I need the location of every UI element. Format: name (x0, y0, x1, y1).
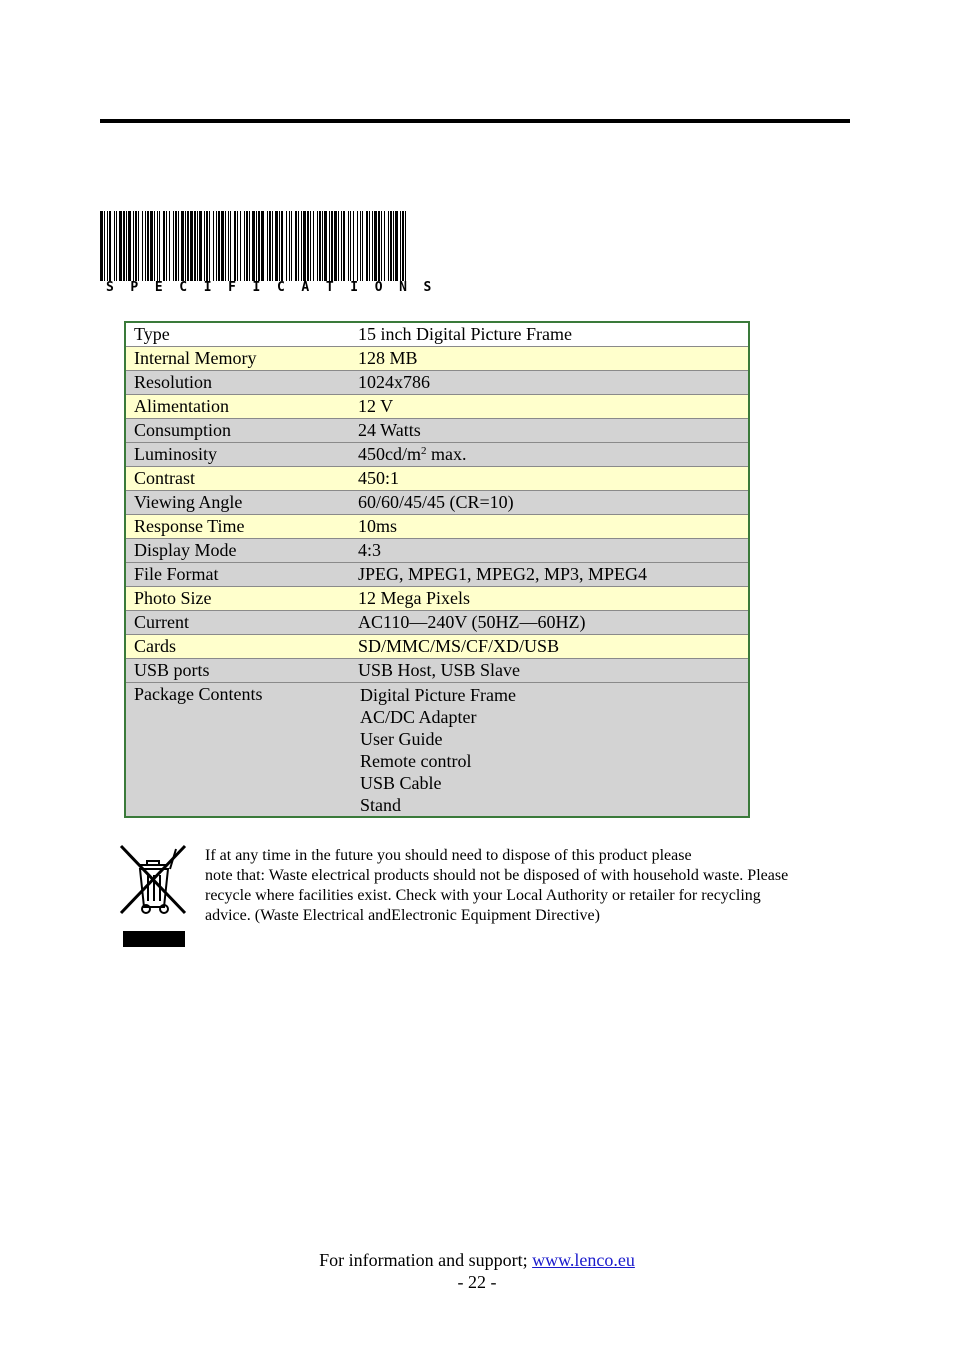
barcode-bar (147, 211, 149, 281)
barcode-bar (341, 211, 342, 281)
spec-value-main: 450cd/m (358, 444, 421, 464)
spec-label: Resolution (125, 371, 358, 395)
barcode-bar (307, 211, 309, 281)
spec-value: SD/MMC/MS/CF/XD/USB (358, 635, 749, 659)
barcode-bar (258, 211, 260, 281)
barcode-bar (216, 211, 217, 281)
barcode-bar (173, 211, 174, 281)
barcode-bar (240, 211, 241, 281)
barcode-bar (175, 211, 177, 281)
barcode-bar (107, 211, 108, 281)
barcode-bar (100, 211, 103, 281)
list-item: Remote control (360, 751, 472, 771)
barcode-bar (109, 211, 111, 281)
barcode-bar (298, 211, 299, 281)
package-contents-row (125, 683, 749, 818)
barcode-bar (225, 211, 226, 281)
spec-value: 128 MB (358, 347, 749, 371)
barcode-bar (252, 211, 255, 281)
barcode-bar (204, 211, 205, 281)
barcode-bar (350, 211, 351, 281)
barcode-bar (378, 211, 380, 281)
list-item: AC/DC Adapter (360, 707, 477, 727)
barcode-bar (374, 211, 377, 281)
spec-row (125, 635, 749, 659)
barcode-bar (279, 211, 280, 281)
spec-value: 1024x786 (358, 371, 749, 395)
package-contents-list (358, 683, 749, 818)
list-item: Digital Picture Frame (360, 685, 516, 705)
spec-row (125, 322, 749, 347)
barcode-bar (181, 211, 184, 281)
barcode-bar (313, 211, 314, 281)
spec-value: 450:1 (358, 467, 749, 491)
barcode-bar (187, 211, 189, 281)
spec-value: 4:3 (358, 539, 749, 563)
barcode-bar (194, 211, 196, 281)
barcode-bar (221, 211, 224, 281)
barcode-bar (393, 211, 394, 281)
spec-row (125, 659, 749, 683)
barcode-bar (228, 211, 229, 281)
spec-label: Current (125, 611, 358, 635)
heading-caption: SPECIFICATIONS (106, 280, 448, 295)
list-item: Stand (360, 795, 402, 815)
barcode-bar (322, 211, 323, 281)
barcode-bar (128, 211, 131, 281)
spec-row (125, 491, 749, 515)
barcode-bar (169, 211, 170, 281)
barcode-bar (331, 211, 333, 281)
barcode-bar (185, 211, 186, 281)
spec-row (125, 515, 749, 539)
barcode-bar (281, 211, 283, 281)
barcode-bar (348, 211, 349, 281)
spec-row (125, 443, 749, 467)
spec-label: Alimentation (125, 395, 358, 419)
spec-label: Contrast (125, 467, 358, 491)
barcode-bar (366, 211, 368, 281)
spec-label: Consumption (125, 419, 358, 443)
spec-value: USB Host, USB Slave (358, 659, 749, 683)
barcode-bar (372, 211, 373, 281)
spec-label: Response Time (125, 515, 358, 539)
page-footer (0, 1249, 954, 1293)
spec-label: Photo Size (125, 587, 358, 611)
barcode-bar (319, 211, 321, 281)
barcode-bar (400, 211, 401, 281)
barcode-bar (114, 211, 115, 281)
barcode-bar (199, 211, 202, 281)
barcode-bar (310, 211, 311, 281)
barcode-bar (384, 211, 385, 281)
barcode-bar (138, 211, 139, 281)
barcode-bar (405, 211, 406, 281)
page-number: - 22 - (457, 1272, 497, 1292)
barcode-bar (246, 211, 248, 281)
barcode-bar (289, 211, 290, 281)
spec-label: File Format (125, 563, 358, 587)
support-line (0, 1249, 954, 1271)
barcode-bar (390, 211, 392, 281)
spec-row (125, 347, 749, 371)
barcode-bar (334, 211, 337, 281)
spec-value: JPEG, MPEG1, MPEG2, MP3, MPEG4 (358, 563, 749, 587)
disposal-notice: If at any time in the future you should need to dispose of this product please note that: Waste electrical products should not be disposed of with household waste. Please recycle where facilities exist. Check with your Local Authority or retailer for recycling advice. (Waste Electrical andElectronic Equipment Directive) (205, 847, 789, 924)
barcode-bar (230, 211, 231, 281)
barcode-bar (206, 211, 208, 281)
barcode-bar (249, 211, 250, 281)
barcode-bar (275, 211, 278, 281)
spec-value-suffix: max. (426, 444, 467, 464)
barcode-bar (237, 211, 238, 281)
spec-value: 10ms (358, 515, 749, 539)
barcode-bar (244, 211, 245, 281)
spec-value: 15 inch Digital Picture Frame (358, 322, 749, 347)
barcode-bar (126, 211, 127, 281)
spec-value-superscript: 2 (421, 445, 427, 457)
barcode-bar (295, 211, 297, 281)
barcode-bar (360, 211, 361, 281)
spec-row (125, 539, 749, 563)
barcode-bar (286, 211, 287, 281)
spec-value: 24 Watts (358, 419, 749, 443)
barcode-bar (178, 211, 179, 281)
barcode-bar (150, 211, 153, 281)
crossed-out-wheelie-bin-icon (118, 843, 188, 948)
top-rule (100, 119, 850, 123)
spec-label: Luminosity (125, 443, 358, 467)
barcode-bar (301, 211, 302, 281)
barcode-bar (369, 211, 370, 281)
specifications-table (124, 321, 750, 818)
barcode-bar (303, 211, 306, 281)
barcode-bar (362, 211, 363, 281)
barcode-bar (163, 211, 165, 281)
barcode-bar (343, 211, 345, 281)
barcode-bar (267, 211, 268, 281)
barcode-bar (145, 211, 146, 281)
barcode-bar (381, 211, 382, 281)
barcode-bar (157, 211, 158, 281)
spec-label: Package Contents (125, 683, 358, 818)
barcode-bar (329, 211, 330, 281)
barcode-bar (353, 211, 354, 281)
support-link[interactable]: www.lenco.eu (532, 1250, 635, 1270)
barcode-bar (133, 211, 134, 281)
spec-row (125, 611, 749, 635)
barcode-bar (213, 211, 214, 281)
barcode-bar (234, 211, 236, 281)
barcode-bar (338, 211, 339, 281)
spec-label: USB ports (125, 659, 358, 683)
barcode-bar (218, 211, 220, 281)
spec-label: Type (125, 322, 358, 347)
spec-value (358, 443, 749, 467)
spec-value: 12 V (358, 395, 749, 419)
list-item: USB Cable (360, 773, 442, 793)
spec-label: Internal Memory (125, 347, 358, 371)
barcode-bar (135, 211, 137, 281)
barcode-bar (154, 211, 155, 281)
spec-row (125, 371, 749, 395)
barcode-bar (119, 211, 122, 281)
barcode-bar (104, 211, 105, 281)
spec-row (125, 563, 749, 587)
barcode-bar (357, 211, 358, 281)
spec-label: Display Mode (125, 539, 358, 563)
barcode-bar (324, 211, 327, 281)
barcode-bar (317, 211, 318, 281)
barcode-bar (256, 211, 257, 281)
barcode-bar (142, 211, 143, 281)
barcode-bar (190, 211, 193, 281)
spec-label: Viewing Angle (125, 491, 358, 515)
barcode-bar (291, 211, 292, 281)
barcode-bar (261, 211, 264, 281)
barcode-bar (159, 211, 160, 281)
barcode-bar (395, 211, 398, 281)
specifications-heading (100, 211, 448, 295)
spec-row (125, 467, 749, 491)
barcode-bar (197, 211, 198, 281)
barcode-bar (123, 211, 125, 281)
spec-row (125, 419, 749, 443)
barcode-bar (269, 211, 271, 281)
spec-label: Cards (125, 635, 358, 659)
spec-row (125, 395, 749, 419)
spec-value: 60/60/45/45 (CR=10) (358, 491, 749, 515)
barcode-bar (166, 211, 167, 281)
barcode-bar (272, 211, 273, 281)
spec-value: AC110—240V (50HZ—60HZ) (358, 611, 749, 635)
barcode-bar (116, 211, 117, 281)
spec-value: 12 Mega Pixels (358, 587, 749, 611)
barcode-bar (209, 211, 210, 281)
support-prefix: For information and support; (319, 1250, 533, 1270)
barcode-bar (402, 211, 404, 281)
barcode-graphic (100, 211, 406, 281)
spec-row (125, 587, 749, 611)
list-item: User Guide (360, 729, 443, 749)
barcode-bar (388, 211, 389, 281)
